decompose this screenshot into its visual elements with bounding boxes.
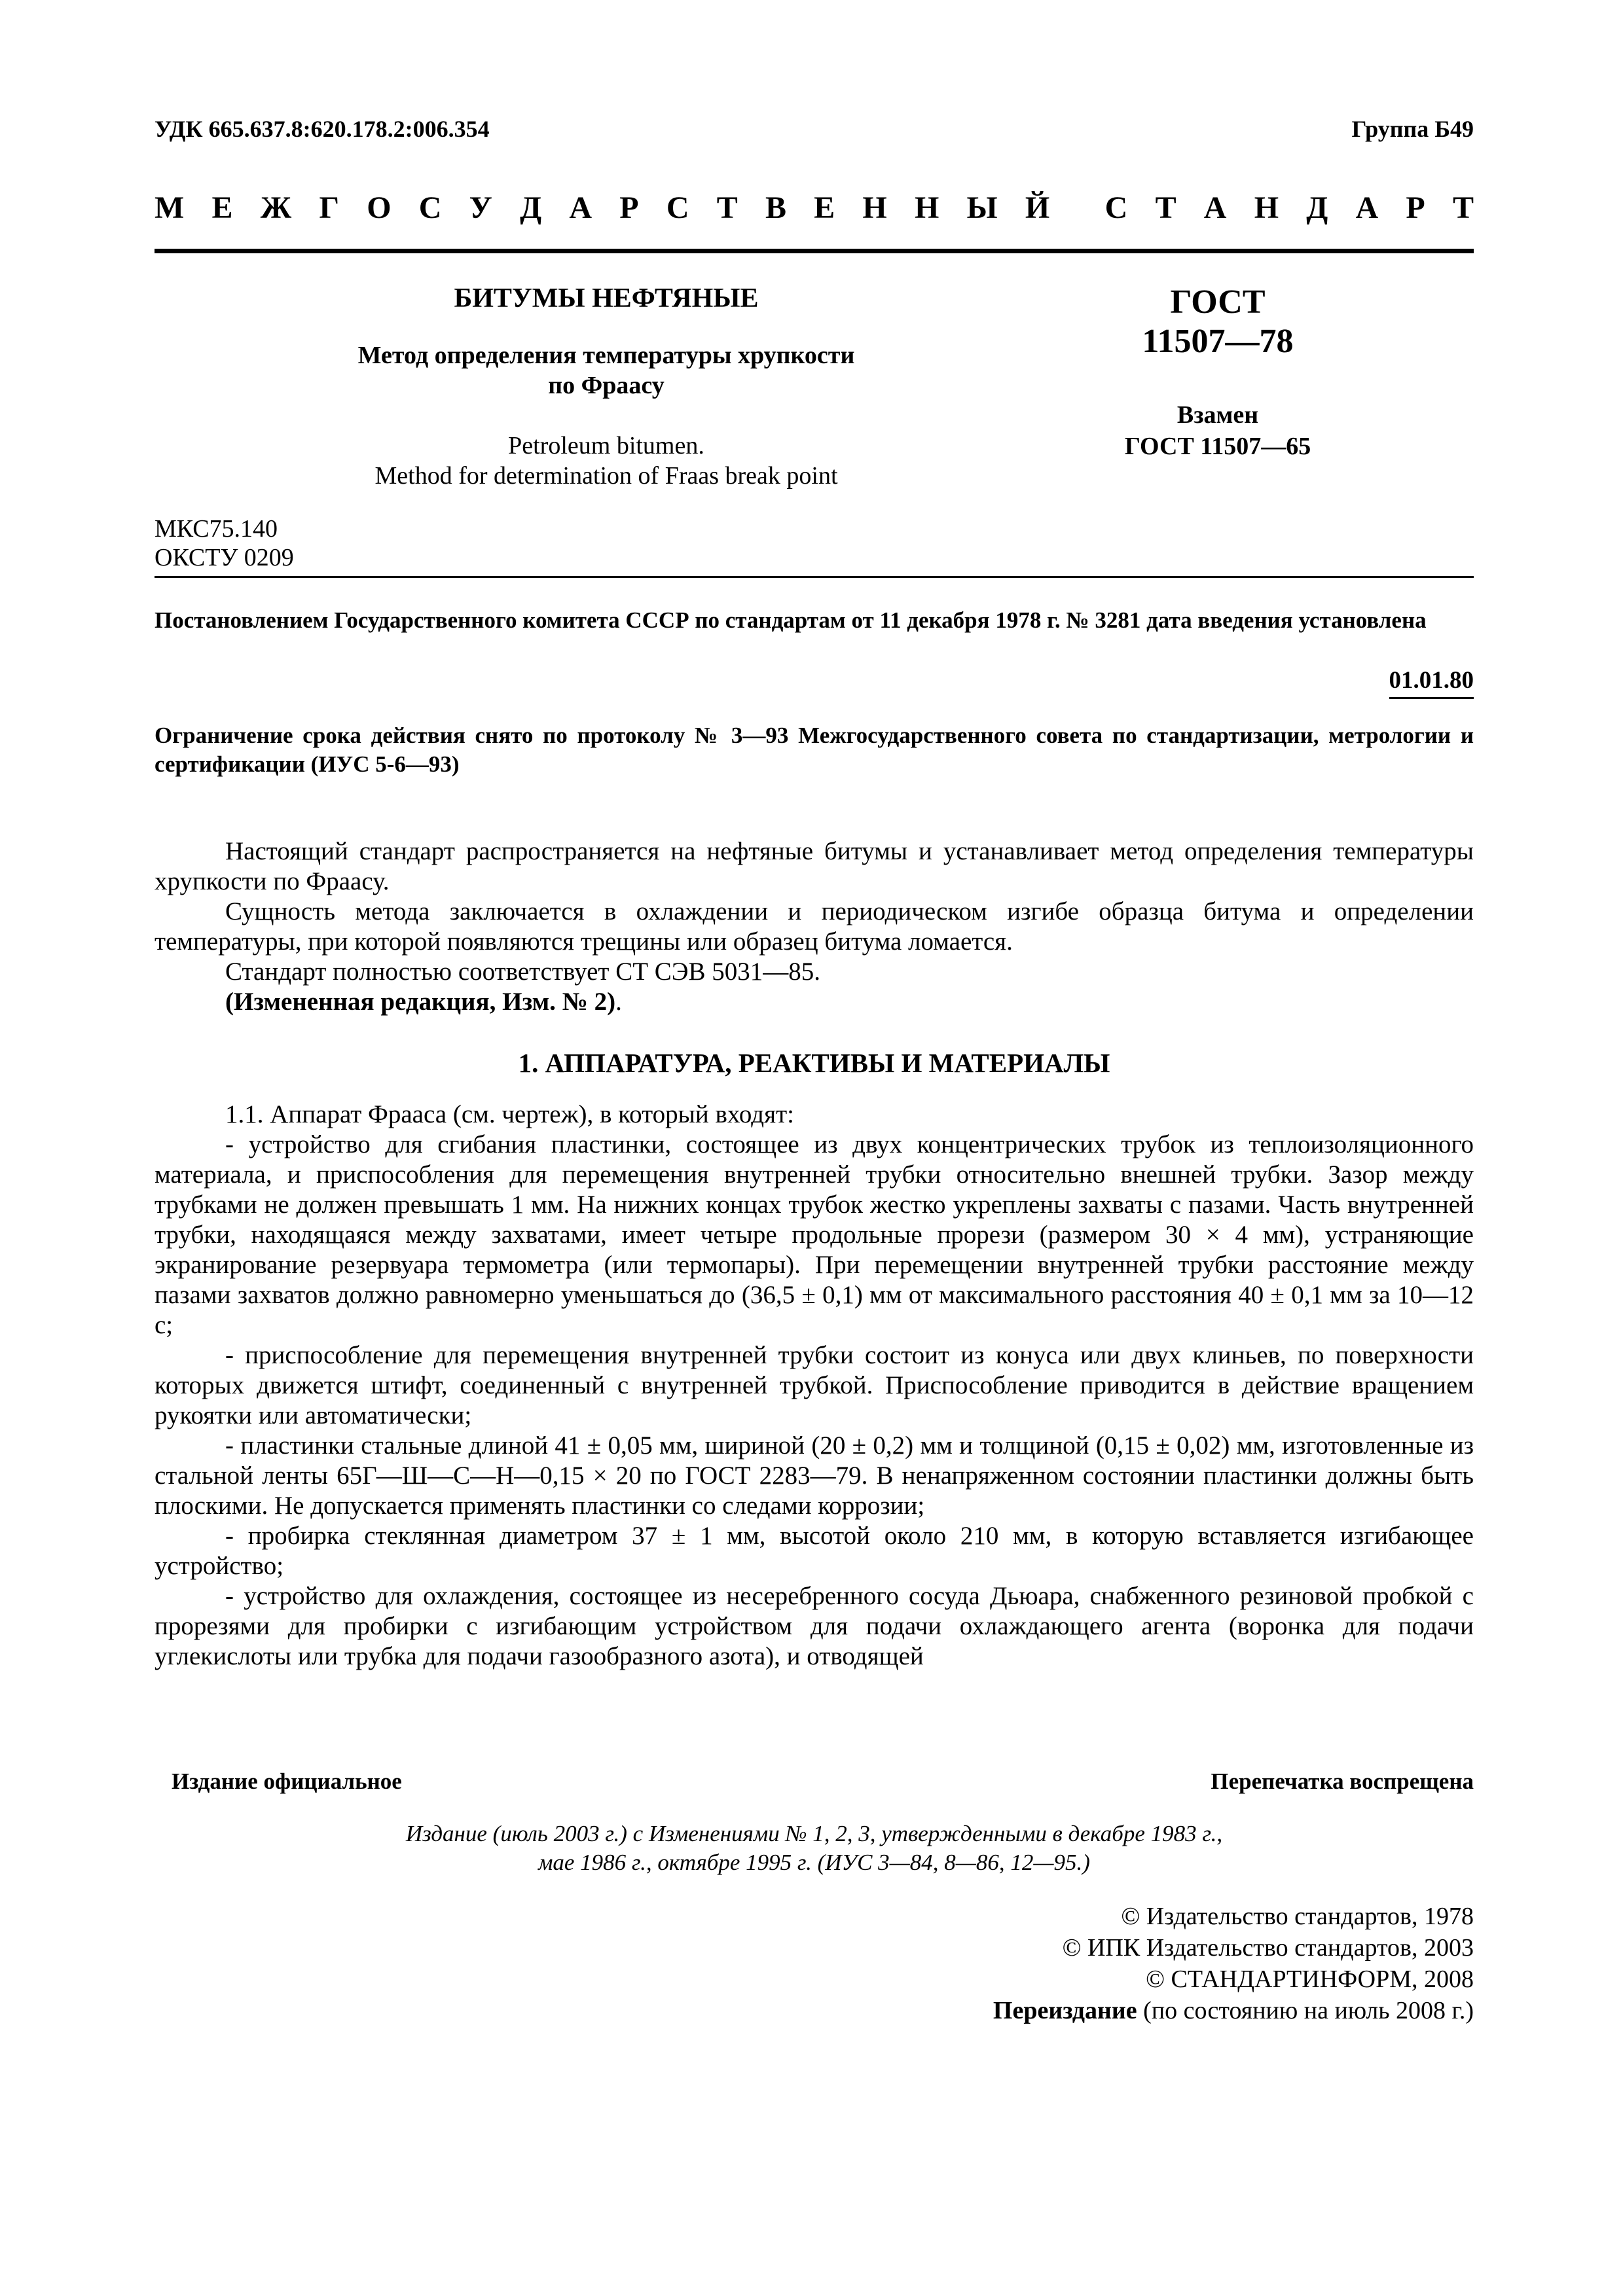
gost-label: ГОСТ [1170, 283, 1266, 321]
heading-letter: А [1203, 190, 1227, 225]
middle-rule [155, 576, 1474, 578]
introduction-date: 01.01.80 [1389, 666, 1474, 699]
heading-letter: Ж [260, 190, 292, 225]
replaces-label: Взамен [1176, 401, 1259, 429]
intro-paragraph-2: Сущность метода заключается в охлаждении и периодическом изгибе образца битума и определении температуры, при которой появляются трещины или образец битума ломается. [155, 897, 1474, 956]
okstu-code: ОКСТУ 0209 [155, 544, 294, 571]
intro-paragraph-3: Стандарт полностью соответствует СТ СЭВ 5031—85. [225, 958, 821, 986]
heading-letter: А [569, 190, 593, 225]
reissue-label: Переиздание [993, 1997, 1137, 2024]
heading-letter: Г [319, 190, 339, 225]
title-en-line-1: Petroleum bitumen. [508, 432, 704, 459]
heading-letter: Е [814, 190, 835, 225]
title-en-line-2: Method for determination of Fraas break point [374, 462, 838, 490]
gost-designation [1087, 283, 1349, 462]
copyright-line-1: © Издательство стандартов, 1978 [1121, 1903, 1474, 1930]
decree-text: Постановлением Государственного комитета СССР по стандартам от 11 декабря 1978 г. № 3281 дата введения установлена [155, 607, 1427, 633]
section-1-title: 1. АППАРАТУРА, РЕАКТИВЫ И МАТЕРИАЛЫ [518, 1048, 1110, 1078]
section-1-paragraph-1: 1.1. Аппарат Фрааса (см. чертеж), в который входят: [225, 1100, 794, 1128]
document-subtitle-ru [155, 340, 1058, 401]
heading-letter: О [367, 190, 392, 225]
section-1-paragraph-2: - устройство для сгибания пластинки, состоящее из двух концентрических трубок из теплоизоляционного материала, и приспособления для перемещения внутренней трубки относительно внешней трубки. Зазор между трубками не должен превышать 1 мм. На нижних концах трубок жестко укреплены захваты с пазами. Часть внутренней трубки, находящаяся между захватами, имеет четыре продольные прорези (размером 30 × 4 мм), устраняющие экранирование резервуара термометра (или термопары). При перемещении внутренней трубки расстояние между пазами захватов должно равномерно уменьшаться до (36,5 ± 0,1) мм от максимального расстояния 40 ± 0,1 мм за 10—12 с; [155, 1130, 1474, 1339]
heading-letter: Й [1025, 190, 1050, 225]
reissue-line [993, 1995, 1474, 2026]
heading-letter: Р [1406, 190, 1425, 225]
heading-letter: Н [1254, 190, 1279, 225]
heading-letter: В [765, 190, 786, 225]
heading-letter: Н [914, 190, 939, 225]
section-1-paragraph-3: - приспособление для перемещения внутренней трубки состоит из конуса или двух клиньев, по поверхности которых движется штифт, соединенный с внутренней трубкой. Приспособление приводится в действие вращением рукоятки или автоматически; [155, 1341, 1474, 1429]
edition-note [155, 1820, 1474, 1877]
heading-letter: С [418, 190, 442, 225]
section-1-paragraph-5: - пробирка стеклянная диаметром 37 ± 1 мм, высотой около 210 мм, в которую вставляется изгибающее устройство; [155, 1522, 1474, 1580]
heading-letter: Т [1155, 190, 1176, 225]
heading-letter: У [469, 190, 492, 225]
copyright-line-3: © СТАНДАРТИНФОРМ, 2008 [1146, 1965, 1474, 1993]
reissue-detail: (по состоянию на июль 2008 г.) [1137, 1997, 1474, 2024]
heading-letter: С [666, 190, 689, 225]
copyright-line-2: © ИПК Издательство стандартов, 2003 [1062, 1934, 1474, 1962]
amendment-note-tail: . [615, 988, 622, 1016]
edition-note-line-2: мае 1986 г., октябре 1995 г. (ИУС 3—84, 8—86, 12—95.) [538, 1850, 1090, 1875]
document-title-en [155, 431, 1058, 491]
limitation-text: Ограничение срока действия снято по протоколу № 3—93 Межгосударственного совета по стандартизации, метрологии и сертификации (ИУС 5-6—93) [155, 723, 1474, 777]
udk-code: УДК 665.637.8:620.178.2:006.354 [155, 116, 490, 142]
heading-letter: Р [619, 190, 639, 225]
group-code: Группа Б49 [1351, 116, 1474, 142]
amendment-note: (Измененная редакция, Изм. № 2) [225, 988, 616, 1016]
subtitle-line-1: Метод определения температуры хрупкости [357, 342, 855, 369]
edition-note-line-1: Издание (июль 2003 г.) с Изменениями № 1, 2, 3, утвержденными в декабре 1983 г., [405, 1821, 1223, 1846]
heading-letter: Н [862, 190, 887, 225]
document-title-ru: БИТУМЫ НЕФТЯНЫЕ [454, 283, 759, 314]
section-1-body [155, 1100, 1474, 1672]
heading-letter: Ы [966, 190, 998, 225]
heading-letter: М [155, 190, 185, 225]
heading-letter: А [1355, 190, 1379, 225]
top-rule [155, 249, 1474, 253]
replaces-number: ГОСТ 11507—65 [1124, 433, 1311, 460]
heading-letter: Д [1306, 190, 1328, 225]
section-1-paragraph-6: - устройство для охлаждения, состоящее из несеребренного сосуда Дьюара, снабженного резиновой пробкой с прорезями для пробирки с изгибающим устройством для подачи охлаждающего агента (воронка для подачи углекислоты или трубка для подачи газообразного азота), и отводящей [155, 1582, 1474, 1670]
gost-number: 11507—78 [1142, 323, 1294, 360]
subtitle-line-2: по Фраасу [548, 372, 665, 399]
interstate-standard-heading [155, 190, 1474, 226]
heading-letter: Е [211, 190, 233, 225]
heading-letter: Т [716, 190, 738, 225]
section-1-paragraph-4: - пластинки стальные длиной 41 ± 0,05 мм, шириной (20 ± 0,2) мм и толщиной (0,15 ± 0,02) мм, изготовленные из стальной ленты 65Г—Ш—С—Н—0,15 × 20 по ГОСТ 2283—79. В ненапряженном состоянии пластинки должны быть плоскими. Не допускается применять пластинки со следами коррозии; [155, 1431, 1474, 1520]
intro-paragraph-1: Настоящий стандарт распространяется на нефтяные битумы и устанавливает метод определения температуры хрупкости по Фраасу. [155, 837, 1474, 895]
mks-code: МКС75.140 [155, 515, 278, 543]
intro-paragraphs [155, 836, 1474, 1017]
copyright-block [993, 1901, 1474, 2026]
reprint-prohibited-label: Перепечатка воспрещена [1211, 1768, 1474, 1794]
heading-letter: Д [520, 190, 542, 225]
intro-paragraph-4 [155, 987, 1474, 1017]
heading-letter: Т [1452, 190, 1474, 225]
official-edition-label: Издание официальное [172, 1768, 402, 1794]
heading-letter: С [1104, 190, 1128, 225]
